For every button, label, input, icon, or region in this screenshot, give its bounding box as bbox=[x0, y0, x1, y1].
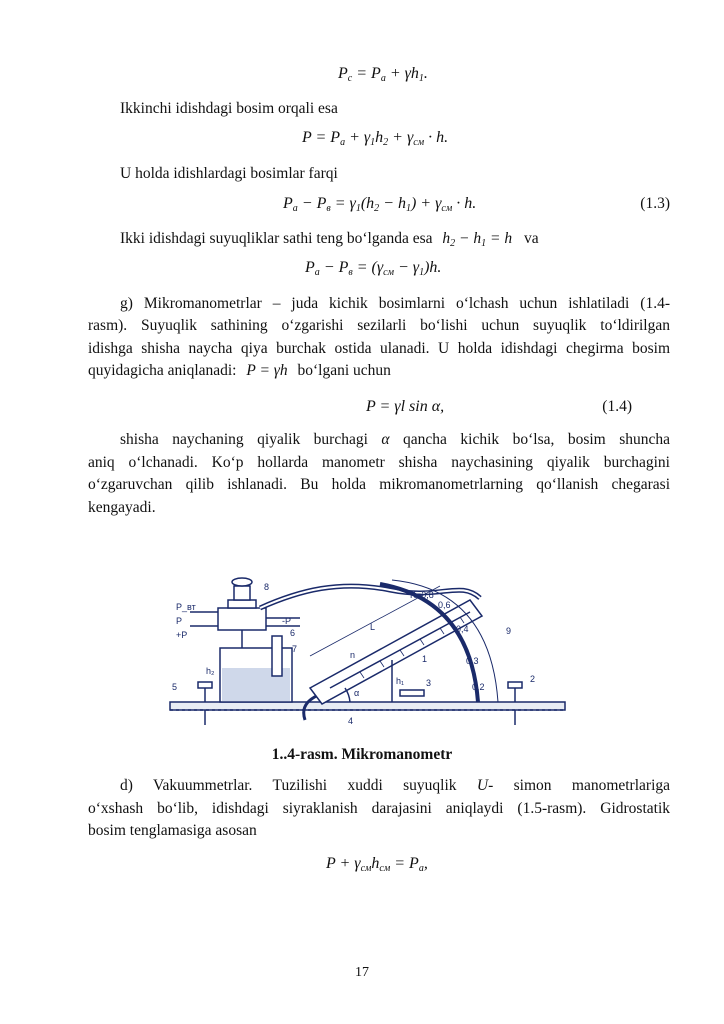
figure-label: +P bbox=[176, 630, 188, 640]
paragraph-line: aniq o‘lchanadi. Ko‘p hollarda manometr shisha naychasining qiyalik burchagini bbox=[88, 454, 670, 471]
figure-label: L bbox=[370, 622, 376, 632]
equation-number: (1.3) bbox=[640, 195, 670, 212]
paragraph-line: d) Vakuummetrlar. Tuzilishi xuddi suyuqlik U- simon manometrlariga bbox=[120, 777, 671, 794]
equation-micromanometer: P = γl sin α, bbox=[366, 398, 445, 415]
paragraph-line: quyidagicha aniqlanadi: P = γh bo‘lgani uchun bbox=[88, 362, 391, 379]
page-number: 17 bbox=[355, 965, 369, 980]
paragraph-line: shisha naychaning qiyalik burchagi α qancha kichik bo‘lsa, bosim shuncha bbox=[120, 431, 670, 448]
figure-label: -P bbox=[282, 616, 291, 626]
paragraph-line: o‘xshash bo‘lib, idishdagi siyraklanish darajasini aniqlaydi (1.5-rasm). Gidrostatik bbox=[88, 800, 670, 817]
figure-label: P bbox=[176, 616, 183, 626]
paragraph-line: rasm). Suyuqlik sathining o‘zgarishi sezilarli bo‘lishi uchun suyuqlik to‘ldirilgan bbox=[88, 317, 670, 334]
equation-vacuum: $P + \gamma_{см}h_{см} = P_a$, bbox=[326, 855, 428, 874]
figure-label: 0,6 bbox=[438, 600, 451, 610]
paragraph-line: Ikkinchi idishdagi bosim orqali esa bbox=[120, 100, 338, 117]
figure-label: 7 bbox=[292, 644, 298, 654]
paragraph-line: U holda idishlardagi bosimlar farqi bbox=[120, 165, 338, 182]
figure-label: 2 bbox=[530, 674, 536, 684]
paragraph-line: idishga shisha naycha qiya burchak ostida ulanadi. U holda idishdagi chegirma bosim bbox=[88, 340, 670, 357]
paragraph-line: bosim tenglamasiga asosan bbox=[88, 822, 257, 839]
figure-label: 8 bbox=[264, 582, 270, 592]
figure-label: h₁ bbox=[396, 676, 405, 686]
figure-label: P_вт bbox=[176, 602, 196, 612]
figure-label: 9 bbox=[506, 626, 512, 636]
figure-label: 0,4 bbox=[456, 624, 469, 634]
equation-p: $P = P_a + \gamma_1h_2 + \gamma_{см} \cdot h$. bbox=[302, 129, 449, 148]
figure-label: α bbox=[354, 688, 360, 698]
figure-label: 3 bbox=[426, 678, 432, 688]
figure-label: 1 bbox=[422, 654, 428, 664]
figure-caption: 1..4-rasm. Mikromanometr bbox=[271, 746, 453, 763]
figure-label: n bbox=[350, 650, 356, 660]
equation-pressure-difference: $P_a - P_в = \gamma_1(h_2 - h_1) + \gamma_{см} \cdot h$. bbox=[283, 195, 477, 214]
figure-label: h₂ bbox=[206, 666, 215, 676]
equation-equal-levels: $P_a - P_в = (\gamma_{см} - \gamma_1)h$. bbox=[305, 259, 442, 278]
equation-pc: $P_c = P_a + \gamma h_1$. bbox=[338, 65, 428, 84]
figure-label: 0,2 bbox=[472, 682, 485, 692]
micromanometer-figure bbox=[160, 560, 570, 740]
paragraph-line: Ikki idishdagi suyuqliklar sathi teng bo‘lganda esa $h_2 - h_1 = h$ va bbox=[120, 230, 539, 249]
figure-label: K=0,8 bbox=[410, 590, 434, 600]
paragraph-line: o‘zgaruvchan qilib ishlanadi. Bu holda mikromanometrlarning qo‘llanish chegarasi bbox=[88, 476, 670, 493]
figure-label: 5 bbox=[172, 682, 178, 692]
paragraph-line: g) Mikromanometrlar – juda kichik bosimlarni o‘lchash uchun ishlatiladi (1.4- bbox=[120, 295, 670, 312]
paragraph-line: kengayadi. bbox=[88, 499, 156, 516]
figure-label: 6 bbox=[290, 628, 296, 638]
figure-label: 4 bbox=[348, 716, 354, 726]
equation-number: (1.4) bbox=[602, 398, 632, 415]
base-plate bbox=[170, 702, 565, 710]
figure-label: 0,3 bbox=[466, 656, 479, 666]
